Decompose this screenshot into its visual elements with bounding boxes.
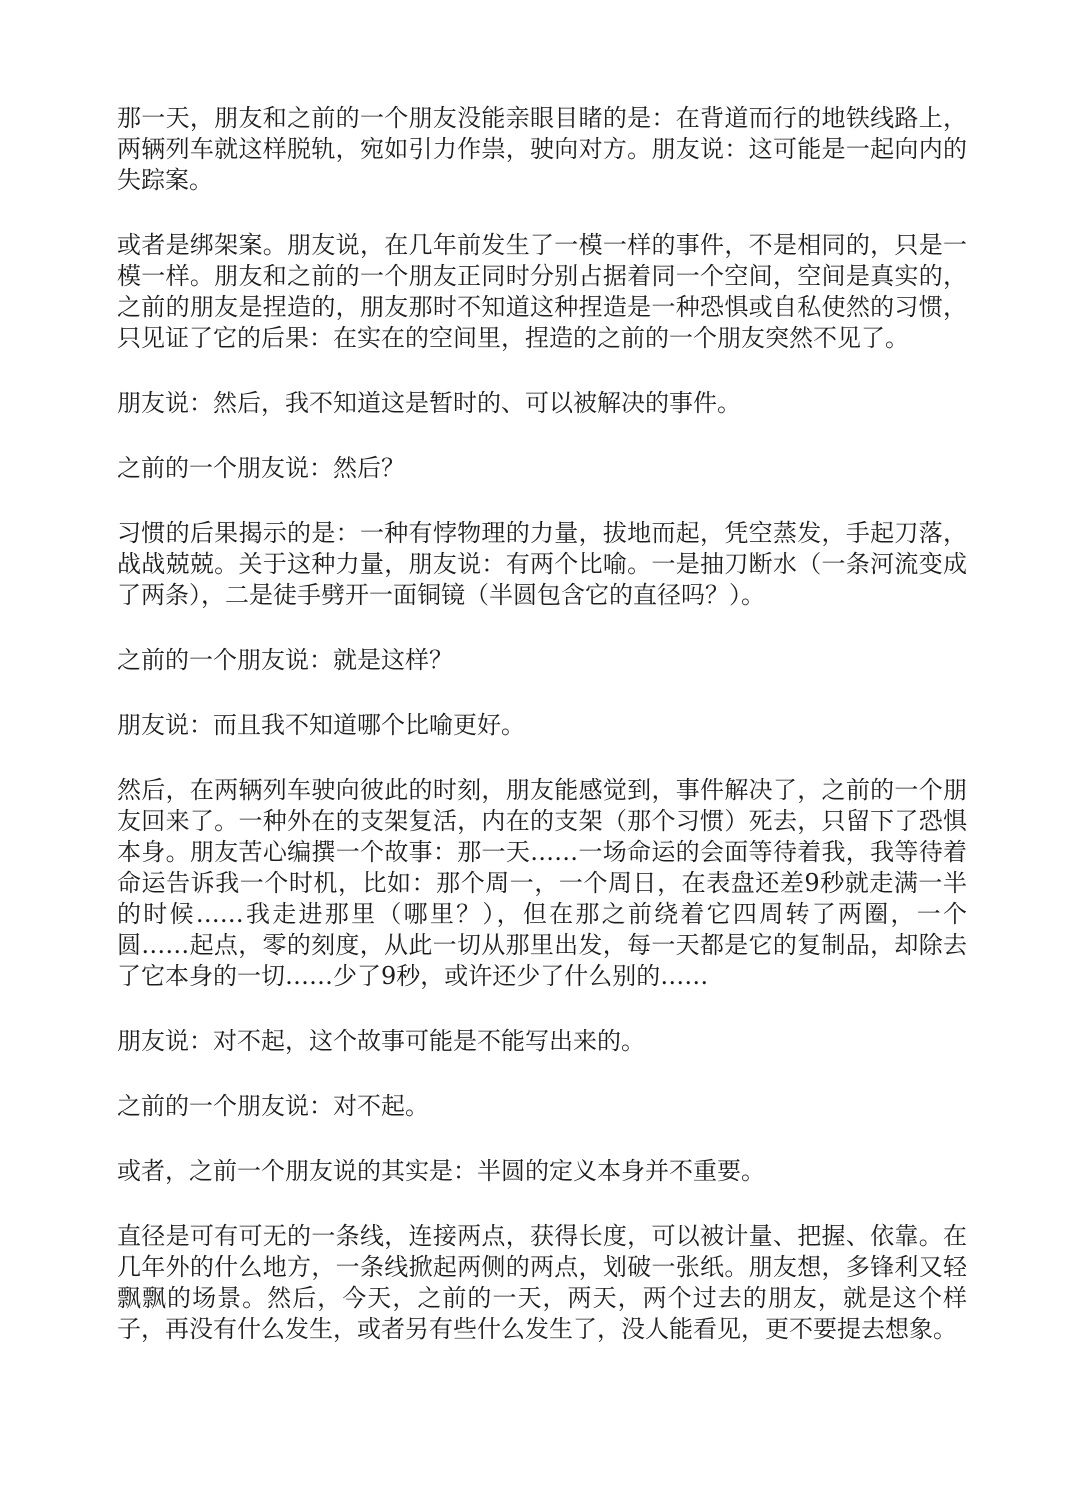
paragraph-11: 或者，之前一个朋友说的其实是：半圆的定义本身并不重要。 [117,1157,765,1185]
paragraph-5: 习惯的后果揭示的是：一种有悖物理的力量，拔地而起，凭空蒸发，手起刀落，战战兢兢。关于这种力量，朋友说：有两个比喻。一是抽刀断水（一条河流变成了两条），二是徒手劈开一面铜镜（半圆包含它的直径吗？）。 [117,519,967,609]
paragraph-4: 之前的一个朋友说：然后？ [117,454,405,482]
paragraph-6: 之前的一个朋友说：就是这样？ [117,646,453,674]
paragraph-8: 然后，在两辆列车驶向彼此的时刻，朋友能感觉到，事件解决了，之前的一个朋友回来了。一种外在的支架复活，内在的支架（那个习惯）死去，只留下了恐惧本身。朋友苦心编撰一个故事：那一天……一场命运的会面等待着我，我等待着命运告诉我一个时机，比如：那个周一，一个周日，在表盘还差9秒就走满一半的时候……我走进那里（哪里？），但在那之前绕着它四周转了两圈，一个圆……起点，零的刻度，从此一切从那里出发，每一天都是它的复制品，却除去了它本身的一切……少了9秒，或许还少了什么别的…… [117,776,967,990]
paragraph-3: 朋友说：然后，我不知道这是暂时的、可以被解决的事件。 [117,389,741,417]
paragraph-2: 或者是绑架案。朋友说，在几年前发生了一模一样的事件，不是相同的，只是一模一样。朋友和之前的一个朋友正同时分别占据着同一个空间，空间是真实的，之前的朋友是捏造的，朋友那时不知道这种捏造是一种恐惧或自私使然的习惯，只见证了它的后果：在实在的空间里，捏造的之前的一个朋友突然不见了。 [117,231,967,352]
paragraph-7: 朋友说：而且我不知道哪个比喻更好。 [117,711,525,739]
paragraph-12: 直径是可有可无的一条线，连接两点，获得长度，可以被计量、把握、依靠。在几年外的什么地方，一条线掀起两侧的两点，划破一张纸。朋友想，多锋利又轻飘飘的场景。然后，今天，之前的一天，两天，两个过去的朋友，就是这个样子，再没有什么发生，或者另有些什么发生了，没人能看见，更不要提去想象。 [117,1222,967,1343]
paragraph-1: 那一天，朋友和之前的一个朋友没能亲眼目睹的是：在背道而行的地铁线路上，两辆列车就这样脱轨，宛如引力作祟，驶向对方。朋友说：这可能是一起向内的失踪案。 [117,104,967,194]
paragraph-9: 朋友说：对不起，这个故事可能是不能写出来的。 [117,1027,645,1055]
paragraph-10: 之前的一个朋友说：对不起。 [117,1092,429,1120]
document-body [117,103,967,1379]
